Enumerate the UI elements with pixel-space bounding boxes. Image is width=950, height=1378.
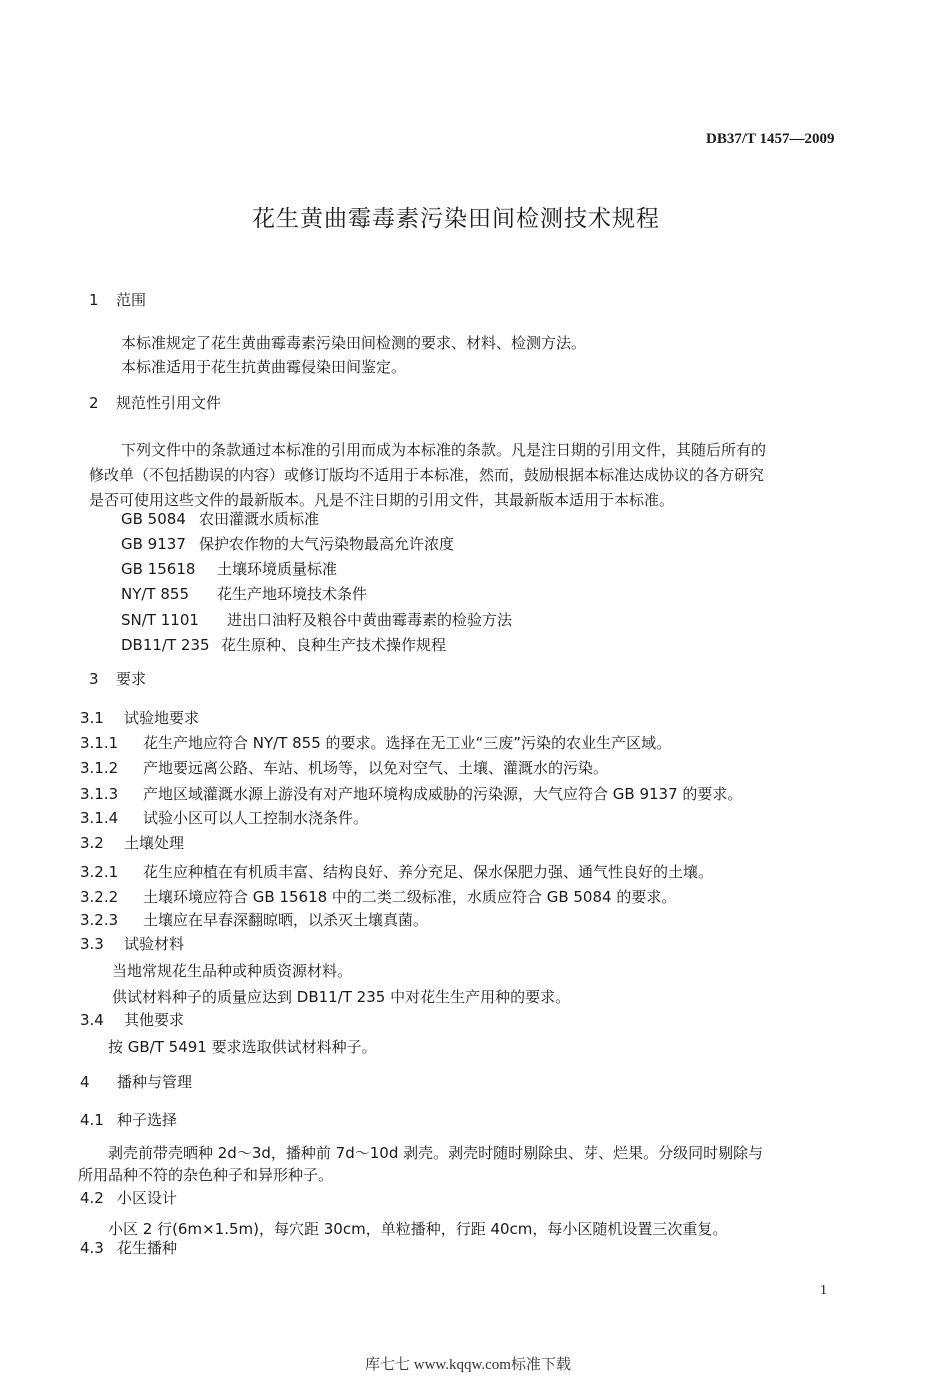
reference-code: GB 15618	[121, 560, 196, 578]
section-number: 4	[80, 1073, 90, 1091]
clause-number: 3.1.1	[80, 734, 119, 752]
section-3-4-para-1: 按 GB/T 5491 要求选取供试材料种子。	[108, 1038, 377, 1056]
reference-name: 土壤环境质量标准	[217, 560, 338, 578]
subsection-number: 4.1	[80, 1111, 104, 1129]
subsection-4-1	[80, 1109, 177, 1131]
clause-3-1-4	[80, 807, 368, 829]
section-4-1-line-1: 剥壳前带壳晒种 2d～3d，播种前 7d～10d 剥壳。剥壳时随时剔除虫、芽、烂果。分级同时剔除与	[108, 1144, 764, 1162]
section-2-para-line-1: 下列文件中的条款通过本标准的引用而成为本标准的条款。凡是注日期的引用文件，其随后所有的	[121, 441, 767, 459]
clause-number: 3.2.2	[80, 888, 119, 906]
reference-item	[121, 508, 319, 530]
document-title: 花生黄曲霉毒素污染田间检测技术规程	[252, 206, 660, 232]
clause-3-1-3	[80, 783, 742, 805]
reference-item	[121, 558, 337, 580]
clause-number: 3.1.4	[80, 809, 119, 827]
clause-text: 试验小区可以人工控制水浇条件。	[143, 809, 369, 827]
subsection-title: 土壤处理	[124, 834, 185, 852]
subsection-3-3	[80, 933, 184, 955]
subsection-title: 试验材料	[124, 935, 185, 953]
reference-name: 进出口油籽及粮谷中黄曲霉毒素的检验方法	[227, 611, 513, 629]
subsection-number: 4.2	[80, 1189, 104, 1207]
section-number: 3	[89, 670, 99, 688]
subsection-4-3	[80, 1237, 177, 1259]
subsection-3-1	[80, 707, 199, 729]
clause-3-2-1	[80, 861, 713, 883]
clause-3-2-3	[80, 909, 428, 931]
reference-item	[121, 609, 512, 631]
subsection-number: 3.2	[80, 834, 104, 852]
reference-code: SN/T 1101	[121, 611, 199, 629]
section-3-3-para-2: 供试材料种子的质量应达到 DB11/T 235 中对花生生产用种的要求。	[112, 988, 571, 1006]
clause-3-2-2	[80, 886, 676, 908]
page-number: 1	[820, 1283, 827, 1298]
reference-name: 花生原种、良种生产技术操作规程	[221, 636, 447, 654]
reference-code: GB 5084	[121, 510, 186, 528]
clause-text: 产地要远离公路、车站、机场等，以免对空气、土壤、灌溉水的污染。	[143, 759, 609, 777]
footer-watermark: 库七七 www.kqqw.com标准下载	[365, 1357, 571, 1373]
section-title: 规范性引用文件	[116, 394, 222, 412]
clause-text: 产地区域灌溉水源上游没有对产地环境构成威胁的污染源，大气应符合 GB 9137 的要求。	[143, 785, 743, 803]
subsection-number: 3.1	[80, 709, 104, 727]
section-4-1-line-2: 所用品种不符的杂色种子和异形种子。	[78, 1166, 334, 1184]
reference-code: DB11/T 235	[121, 636, 210, 654]
section-1-para-2: 本标准适用于花生抗黄曲霉侵染田间鉴定。	[121, 358, 407, 376]
subsection-4-2	[80, 1187, 177, 1209]
clause-text: 土壤应在早春深翻晾晒，以杀灭土壤真菌。	[143, 911, 429, 929]
section-1-heading	[89, 289, 146, 311]
reference-item	[121, 533, 454, 555]
subsection-3-4	[80, 1009, 184, 1031]
clause-3-1-2	[80, 757, 608, 779]
section-3-3-para-1: 当地常规花生品种或种质资源材料。	[112, 962, 353, 980]
reference-code: GB 9137	[121, 535, 186, 553]
section-title: 播种与管理	[117, 1073, 193, 1091]
section-1-para-1: 本标准规定了花生黄曲霉毒素污染田间检测的要求、材料、检测方法。	[121, 334, 587, 352]
clause-number: 3.1.2	[80, 759, 119, 777]
clause-3-1-1	[80, 732, 671, 754]
subsection-3-2	[80, 832, 184, 854]
subsection-number: 4.3	[80, 1239, 104, 1257]
clause-number: 3.2.1	[80, 863, 119, 881]
subsection-number: 3.3	[80, 935, 104, 953]
clause-number: 3.1.3	[80, 785, 119, 803]
subsection-number: 3.4	[80, 1011, 104, 1029]
subsection-title: 种子选择	[117, 1111, 178, 1129]
reference-item	[121, 634, 446, 656]
section-title: 要求	[116, 670, 147, 688]
section-2-para-line-2: 修改单（不包括勘误的内容）或修订版均不适用于本标准，然而，鼓励根据本标准达成协议的各方研究	[89, 466, 765, 484]
reference-name: 花生产地环境技术条件	[217, 585, 368, 603]
subsection-title: 其他要求	[124, 1011, 185, 1029]
subsection-title: 试验地要求	[124, 709, 200, 727]
section-4-heading	[80, 1071, 192, 1093]
reference-code: NY/T 855	[121, 585, 189, 603]
section-number: 1	[89, 291, 99, 309]
reference-name: 农田灌溉水质标准	[199, 510, 320, 528]
clause-text: 土壤环境应符合 GB 15618 中的二类二级标准，水质应符合 GB 5084 的要求。	[143, 888, 677, 906]
subsection-title: 花生播种	[117, 1239, 178, 1257]
clause-number: 3.2.3	[80, 911, 119, 929]
section-title: 范围	[116, 291, 147, 309]
section-2-heading	[89, 392, 221, 414]
clause-text: 花生产地应符合 NY/T 855 的要求。选择在无工业“三废”污染的农业生产区域。	[143, 734, 672, 752]
section-number: 2	[89, 394, 99, 412]
clause-text: 花生应种植在有机质丰富、结构良好、养分充足、保水保肥力强、通气性良好的土壤。	[143, 863, 714, 881]
reference-item	[121, 583, 367, 605]
section-2-para-line-3: 是否可使用这些文件的最新版本。凡是不注日期的引用文件，其最新版本适用于本标准。	[89, 491, 675, 509]
standard-code: DB37/T 1457—2009	[706, 131, 835, 147]
reference-name: 保护农作物的大气污染物最高允许浓度	[199, 535, 455, 553]
section-4-2-line-1: 小区 2 行(6m×1.5m)，每穴距 30cm，单粒播种，行距 40cm，每小区随机设置三次重复。	[108, 1220, 728, 1238]
subsection-title: 小区设计	[117, 1189, 178, 1207]
section-3-heading	[89, 668, 146, 690]
